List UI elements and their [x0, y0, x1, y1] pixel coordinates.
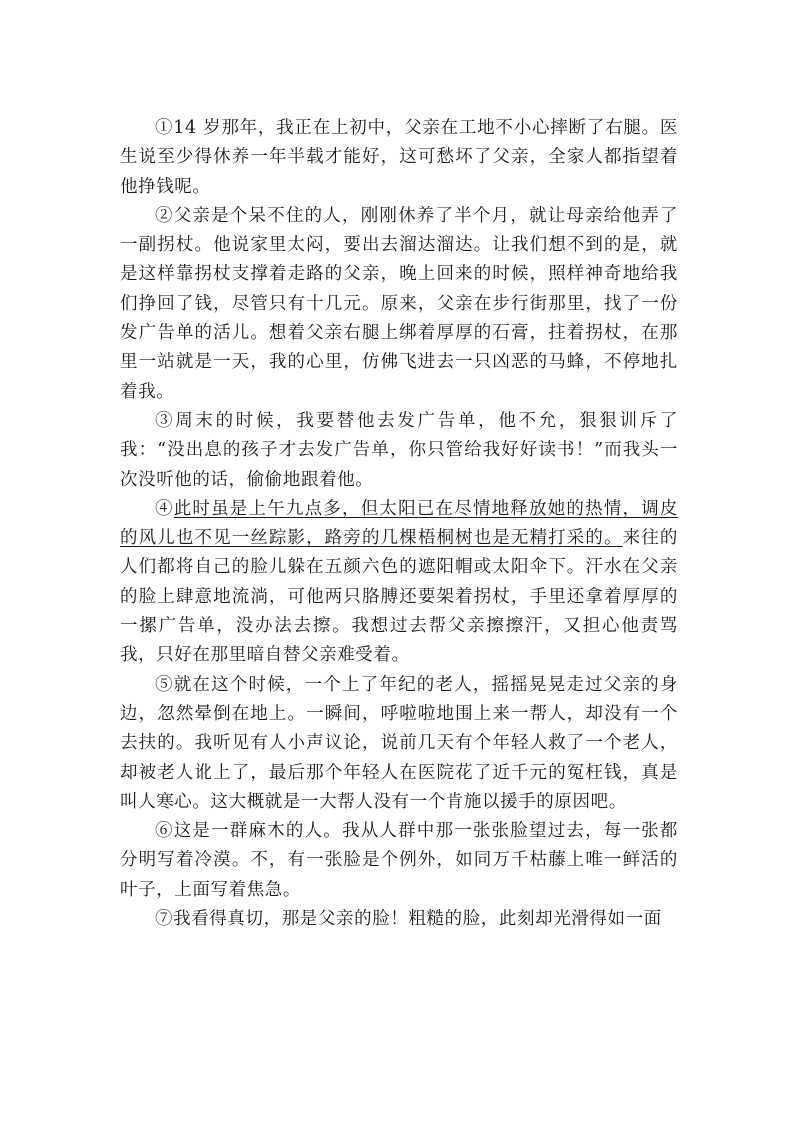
paragraph-4 [120, 495, 678, 671]
paragraph-3: ③周末的时候，我要替他去发广告单，他不允，狠狠训斥了我：“没出息的孩子才去发广告单，你只管给我好好读书！”而我头一次没听他的话，偷偷地跟着他。 [120, 410, 678, 490]
paragraph-2: ②父亲是个呆不住的人，刚刚休养了半个月，就让母亲给他弄了一副拐杖。他说家里太闷，要出去溜达溜达。让我们想不到的是，就是这样靠拐杖支撑着走路的父亲，晚上回来的时候，照样神奇地给我们挣回了钱，尽管只有十几元。原来，父亲在步行街那里，找了一份发广告单的活儿。想着父亲右腿上绑着厚厚的石膏，拄着拐杖，在那里一站就是一天，我的心里，仿佛飞进去一只凶恶的马蜂，不停地扎着我。 [120, 205, 678, 402]
paragraph-6: ⑥这是一群麻木的人。我从人群中那一张张脸望过去，每一张都分明写着冷漠。不，有一张脸是个例外，如同万千枯藤上唯一鲜活的叶子，上面写着焦急。 [120, 821, 678, 900]
paragraph-5: ⑤就在这个时候，一个上了年纪的老人，摇摇晃晃走过父亲的身边，忽然晕倒在地上。一瞬间，呼啦啦地围上来一帮人，却没有一个去扶的。我听见有人小声议论，说前几天有个年轻人救了一个老人，却被老人讹上了，最后那个年轻人在医院花了近千元的冤枉钱，真是叫人寒心。这大概就是一大帮人没有一个肯施以援手的原因吧。 [120, 674, 678, 812]
document-body [120, 114, 678, 934]
paragraph-7: ⑦我看得真切，那是父亲的脸！粗糙的脸，此刻却光滑得如一面 [155, 909, 662, 930]
underlined-sentence: 此时虽是上午九点多，但太阳已在尽情地释放她的热情，调皮的风儿也不见一丝踪影，路旁的几棵梧桐树也是无精打采的。 [120, 498, 678, 549]
paragraph-1: ①14 岁那年，我正在上初中，父亲在工地不小心摔断了右腿。医生说至少得休养一年半载才能好，这可愁坏了父亲，全家人都指望着他挣钱呢。 [120, 118, 678, 197]
paragraph-4-rest: 来往的人们都将自己的脸儿躲在五颜六色的遮阳帽或太阳伞下。汗水在父亲的脸上肆意地流淌，可他两只胳膊还要架着拐杖，手里还拿着厚厚的一摞广告单，没办法去擦。我想过去帮父亲擦擦汗，又担心他责骂我，只好在那里暗自替父亲难受着。 [120, 528, 678, 666]
paragraph-4-number: ④ [155, 498, 174, 519]
